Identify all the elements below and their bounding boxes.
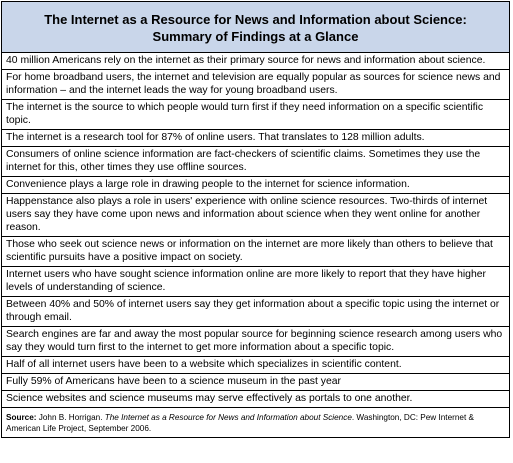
finding-row-4: The internet is a research tool for 87% of online users. That translates to 128 million adults.: [2, 130, 509, 147]
finding-row-11: Search engines are far and away the most popular source for beginning science research among users who say they would turn first to the internet to get more information about a specific topic.: [2, 327, 509, 357]
source-title: The Internet as a Resource for News and Information about Science: [104, 413, 352, 422]
finding-row-1: 40 million Americans rely on the internet as their primary source for news and information about science.: [2, 53, 509, 70]
findings-table: [1, 1, 510, 438]
finding-row-6: Convenience plays a large role in drawing people to the internet for science information.: [2, 177, 509, 194]
source-note: [2, 408, 509, 437]
finding-row-12: Half of all internet users have been to a website which specializes in scientific content.: [2, 357, 509, 374]
finding-row-13: Fully 59% of Americans have been to a science museum in the past year: [2, 374, 509, 391]
finding-row-3: The internet is the source to which people would turn first if they need information on a specific scientific topic.: [2, 100, 509, 130]
finding-row-7: Happenstance also plays a role in users' experience with online science resources. Two-thirds of internet users say they have come upon news and information about science when they went online for another reason.: [2, 194, 509, 237]
source-label: Source:: [6, 413, 37, 422]
source-rest: . Washington, DC: Pew Internet & American Life Project, September 2006.: [6, 413, 474, 433]
finding-row-10: Between 40% and 50% of internet users say they get information about a specific topic using the internet or through email.: [2, 297, 509, 327]
finding-row-9: Internet users who have sought science information online are more likely to report that they have higher levels of understanding of science.: [2, 267, 509, 297]
finding-row-5: Consumers of online science information are fact-checkers of scientific claims. Sometimes they use the internet for this, other times they use offline sources.: [2, 147, 509, 177]
source-author: John B. Horrigan.: [36, 413, 105, 422]
finding-row-2: For home broadband users, the internet and television are equally popular as sources for science news and information – and the internet leads the way for young broadband users.: [2, 70, 509, 100]
table-header: [2, 2, 509, 53]
finding-row-14: Science websites and science museums may serve effectively as portals to one another.: [2, 391, 509, 408]
title-line-2: Summary of Findings at a Glance: [152, 29, 359, 44]
title-line-1: The Internet as a Resource for News and Information about Science:: [44, 12, 467, 27]
finding-row-8: Those who seek out science news or information on the internet are more likely than others to believe that scientific pursuits have a positive impact on society.: [2, 237, 509, 267]
